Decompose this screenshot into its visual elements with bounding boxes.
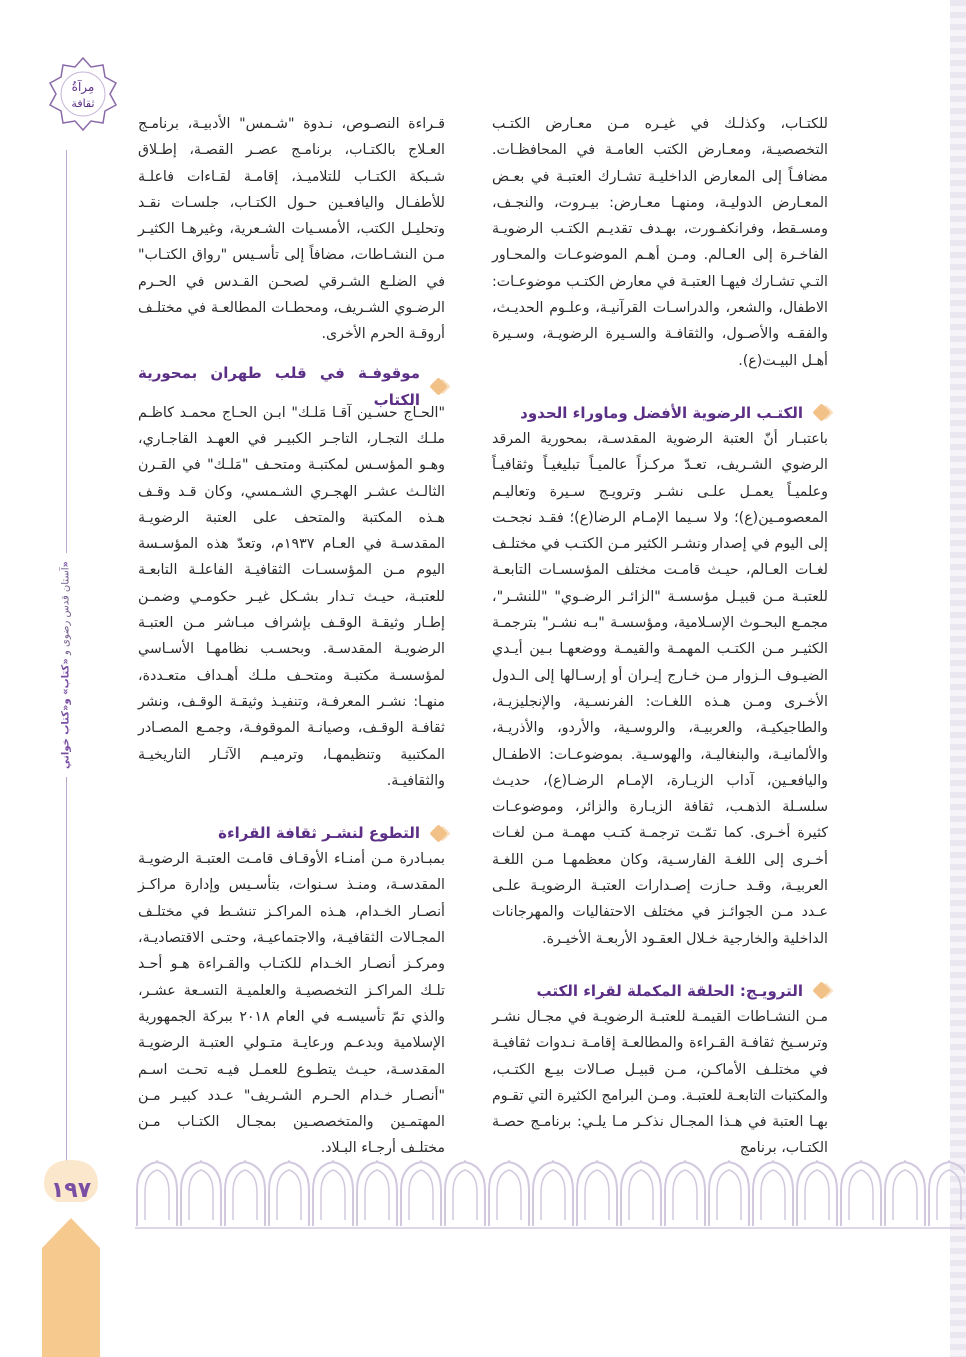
paragraph-malek-library: "الحـاج حسـين آقـا مَلـك" ابـن الحـاج محمـد كاظـم ملـك التجـار، التاجـر الكبيـر في العهـد القاجـاري، وهـو المؤسـس لمكتبـة ومتحـف "مَلـك" في القـرن الثالـث عشـر الهجـري الشـمسي، وكان قـد وقـف هـذه المكتبة والمتحف على العتبة الرضويـة المقدسـة في العـام ١٩٣٧م، وتعدّ هذه المؤسـسة اليوم مـن المؤسسـات الثقافيـة الفاعلـة التابعـة للعتبـة، حيـث تـدار بشـكل غيـر حكومـي وضمـن إطـار وثيقـة الوقـف بإشراف مبـاشر مـن العتبـة الرضويـة المقدسـة. وبحسـب نظامهـا الأسـاسي لمؤسسـة مكتبـة ومتحـف ملـك أهـداف متعـددة، منهـا: نشـر المعرفـة، وتنفيـذ وثيقـة الوقـف، ونشر ثقافـة الوقـف، وصيانـة الموقوفـة، وجمـع المصـادر المكتبية وتنظيمهـا، وترميـم الآثـار التاريخيـة والثقافيـة. [138,404,445,789]
heading-volunteering-text: التطوع لنشـر ثقافة القراءة [218,823,420,842]
side-decoration [44,150,88,1180]
diamond-bullet-icon [429,377,447,395]
heading-promotion-text: الترويـج: الحلقة المكملة لقراء الكتب [536,981,803,1000]
page-number: ١٩٧ [50,1178,92,1203]
side-label [61,553,72,777]
heading-volunteering [138,820,445,846]
side-label-prefix: آستان قدس رضوی و [60,567,72,656]
heading-promotion [492,978,828,1004]
side-label-highlight: «كتاب» و«كتاب خواني» [60,561,72,769]
page-edge-strip [950,0,966,1357]
paragraph-reading-culture: مـن النشـاطات القيمـة للعتبـة الرضويـة في مجـال نشـر وترسـيخ ثقافـة القـراءة والمطالعـة إقامـة نـدوات ثقافيـة في مختلـف الأماكـن، مـن قبيـل صـالات بيـع الكتـب، والمكتبات التابعـة للعتبـة. ومـن البرامج الكثيرة التي تقـوم بهـا العتبة في هـذا المجـال نذكـر مـا يلـي: برنامـج حصـة الكتـاب، برنامج [492,1008,828,1157]
heading-best-books [492,400,828,426]
left-column [138,111,445,1162]
bottom-ornament [135,1160,965,1230]
paragraph-programs: قـراءة النصـوص، نـدوة "شـمس" الأدبيـة، برنامـج العـلاج بالكتـاب، برنامـج عصـر القصـة، إطـلاق شـبكة الكتـاب للتلاميـذ، إقامـة لقـاءات فاعلـة للأطفـال واليافعـين حـول الكتـاب، جلسـات نقـد وتحليـل الكتب، الأمسـيات الشـعرية، وغيرهـا الكثيـر مـن النشـاطات، مضافاً إلى تأسـيس "رواق الكتـاب" في الضلـع الشـرقي لصحـن القـدس في الحـرم الرضـوي الشـريف، ومحطـات المطالعـة في مختلـف أروقـة الحرم الأخرى. [138,116,445,343]
heading-tehran-endowment [138,364,445,409]
page-number-tab [40,1160,102,1357]
diamond-bullet-icon [812,982,830,1000]
right-column [492,111,828,1162]
diamond-bullet-icon [429,824,447,842]
paragraph-volunteers: بمبـادرة مـن أمنـاء الأوقـاف قامـت العتبـة الرضويـة المقدسـة، ومنـذ سـنوات، بتأسـيس وإدارة مراكـز أنصـار الخـدام، هـذه المراكـز تنشـط في مختلـف المجـالات الثقافيـة، والاجتماعيـة، وحتـى الاقتصاديـة، ومركـز أنصـار الخـدام للكتـاب والقـراءة هـو أحـد تلـك المراكـز التخصصيـة والعلميـة التسـعة عشـر، والذي تمّ تأسيسـه في العام ٢٠١٨ ببركة الجمهورية الإسلامية وبدعـم ورعايـة متـولي العتبـة الرضويـة المقدسـة، حيـث يتطـوع للعمـل فيـه تحـت اسـم "أنصـار خـدام الحـرم الشـريف" عـدد كبيـر مـن المهتمـين والمتخصصـين بمجـال الكتـاب مـن مختلـف أرجـاء البـلاد. [138,851,445,1157]
paragraph-book-fairs: للكتـاب، وكذلـك في غيـره مـن معـارض الكتـب التخصصيـة، ومعـارض الكتب العامـة في المحافظـات. مضافـاً إلى المعارض الداخليـة تشـارك العتبـة في بعـض المعـارض الدوليـة، ومنهـا معـارض: بيـروت، والنجـف، ومسـقط، وفرانكفـورت، بهـدف تقديـم الكتـب الرضويـة الفاخـرة إلى العـالم. ومـن أهـم الموضوعـات والمحـاور التـي تشـارك فيهـا العتبـة في معارض الكتـب موضوعـات: الاطفال، والشعر، والدراسـات القرآنيـة، وعلـوم الحديـث، والفقـه والأصـول، والثقافـة والسـيرة الرضويـة، وسـيرة أهـل البيـت(ع). [492,116,828,369]
logo-subtext: ثقافة [71,97,95,110]
magazine-logo [44,55,122,133]
heading-best-books-text: الكتـب الرضوية الأفضل وماوراء الحدود [520,403,803,422]
paragraph-translations: باعتبـار أنّ العتبة الرضوية المقدسـة، بمحورية المرقد الرضوي الشـريف، تعـدّ مركـزاً عالميـاً تبليغيـاً وثقافيـاً وعلميـاً يعمـل علـى نشـر وترويـج سـيرة وتعاليـم المعصومـين(ع)؛ ولا سـيما الإمـام الرضا(ع)؛ فقـد نجحـت إلى اليوم في إصدار ونشـر الكثير مـن الكتـب في مختلـف لغـات العـالم، حيـث قامـت مختلف المؤسسـات التابعـة للعتبـة مـن قبيـل مؤسسـة "الزائـر الرضـوي" "للنشـر"، مجمـع البحـوث الإسـلامية، ومؤسسـة "بـه نشـر" بترجمـة الكثيـر مـن الكتـب المهمـة والقيمـة ووضعهـا بـين أيـدي الضيـوف الـزوار مـن خـارج إيـران أو إرسـالها إلى الـدول الأخـرى ومـن هـذه اللغـات: الفرنسـية، والإنجليزيـة، والطاجيكيـة، والعربيـة، والروسـية، والأردو، والأذريـة، والألمانيـة، والبنغاليـة، والهوسـية. بموضوعـات: الاطفـال واليافعـين، آداب الزيـارة، الإمـام الرضـا(ع)، حديـث سلسـلة الذهـب، ثقافة الزيـارة والزائر، وموضوعـات كثيرة أخـرى. كما تمّـت ترجمـة كتـب مهمـة مـن لغـات أخـرى إلى اللغـة الفارسـية، وكان معظمهـا مـن اللغـة العربيـة، وقـد حـازت إصـدارات العتبـة الرضويـة علـى عـدد مـن الجوائـز في مختلف الاحتفاليات والمهرجانات الداخلية والخارجية خـلال العقـود الأربعـة الأخيـرة. [492,430,828,947]
heading-tehran-endowment-text: موقوفـة في قلب طهران بمحورية الكتاب [138,364,420,409]
diamond-bullet-icon [812,404,830,422]
logo-text: مِرآةُ [71,80,95,94]
